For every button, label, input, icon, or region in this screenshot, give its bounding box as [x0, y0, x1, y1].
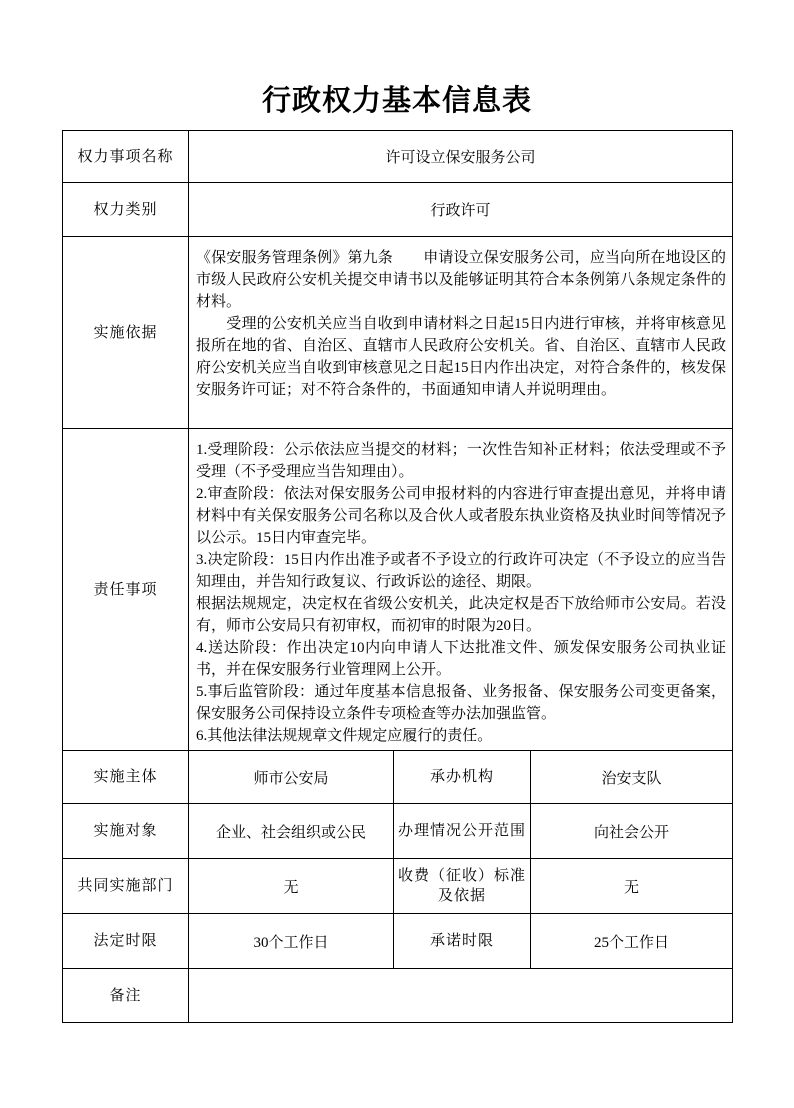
- row-target: [63, 804, 733, 859]
- duty-paragraph: 1.受理阶段：公示依法应当提交的材料；一次性告知补正材料；依法受理或不予受理（不予受理应当告知理由）。: [196, 442, 727, 480]
- row-category: [63, 183, 733, 237]
- subject-value: 师市公安局: [189, 751, 394, 804]
- disclosure-scope-label: 办理情况公开范围: [394, 804, 531, 859]
- remark-value: [189, 969, 733, 1023]
- fee-standard-value: 无: [531, 859, 733, 914]
- row-time-limit: [63, 914, 733, 969]
- duty-paragraph: 6.其他法律法规规章文件规定应履行的责任。: [196, 728, 493, 744]
- target-value: 企业、社会组织或公民: [189, 804, 394, 859]
- basis-value: [189, 237, 733, 429]
- item-name-label: 权力事项名称: [63, 131, 189, 183]
- joint-label: 共同实施部门: [63, 859, 189, 914]
- duty-text: [189, 429, 732, 747]
- joint-value: 无: [189, 859, 394, 914]
- agency-label: 承办机构: [394, 751, 531, 804]
- row-basis: [63, 237, 733, 429]
- duty-paragraph: 5.事后监管阶段：通过年度基本信息报备、业务报备、保安服务公司变更备案，保安服务公司保持设立条件专项检查等办法加强监管。: [196, 684, 727, 722]
- row-joint: [63, 859, 733, 914]
- category-value: 行政许可: [189, 183, 733, 237]
- duty-paragraph: 4.送达阶段：作出决定10内向申请人下达批准文件、颁发保安服务公司执业证书，并在保安服务行业管理网上公开。: [196, 640, 727, 678]
- promised-limit-label: 承诺时限: [394, 914, 531, 969]
- legal-limit-value: 30个工作日: [189, 914, 394, 969]
- disclosure-scope-value: 向社会公开: [531, 804, 733, 859]
- duty-paragraph: 2.审查阶段：依法对保安服务公司申报材料的内容进行审查提出意见，并将申请材料中有关保安服务公司名称以及合伙人或者股东执业资格及执业时间等情况予以公示。15日内审查完毕。: [196, 486, 727, 546]
- row-remark: [63, 969, 733, 1023]
- basis-text: [189, 237, 732, 401]
- duty-paragraph: 3.决定阶段：15日内作出准予或者不予设立的行政许可决定（不予设立的应当告知理由，并告知行政复议、行政诉讼的途径、期限。: [196, 552, 727, 590]
- remark-label: 备注: [63, 969, 189, 1023]
- legal-limit-label: 法定时限: [63, 914, 189, 969]
- row-duty: [63, 429, 733, 751]
- item-name-value: 许可设立保安服务公司: [189, 131, 733, 183]
- duty-paragraph: 根据法规规定，决定权在省级公安机关，此决定权是否下放给师市公安局。若没有，师市公安局只有初审权，而初审的时限为20日。: [196, 596, 727, 634]
- subject-label: 实施主体: [63, 751, 189, 804]
- page-title: 行政权力基本信息表: [261, 85, 532, 117]
- basis-paragraph: 《保安服务管理条例》第九条 申请设立保安服务公司，应当向所在地设区的市级人民政府公安机关提交申请书以及能够证明其符合本条例第八条规定条件的材料。: [196, 250, 727, 310]
- info-table: [62, 130, 733, 1023]
- basis-paragraph: 受理的公安机关应当自收到申请材料之日起15日内进行审核，并将审核意见报所在地的省、自治区、直辖市人民政府公安机关。省、自治区、直辖市人民政府公安机关应当自收到审核意见之日起15日内作出决定，对符合条件的，核发保安服务许可证；对不符合条件的，书面通知申请人并说明理由。: [196, 316, 727, 398]
- target-label: 实施对象: [63, 804, 189, 859]
- category-label: 权力类别: [63, 183, 189, 237]
- row-item-name: [63, 131, 733, 183]
- fee-standard-label: 收费（征收）标准及依据: [394, 859, 531, 914]
- row-subject: [63, 751, 733, 804]
- basis-label: 实施依据: [63, 237, 189, 429]
- duty-label: 责任事项: [63, 429, 189, 751]
- duty-value: [189, 429, 733, 751]
- promised-limit-value: 25个工作日: [531, 914, 733, 969]
- agency-value: 治安支队: [531, 751, 733, 804]
